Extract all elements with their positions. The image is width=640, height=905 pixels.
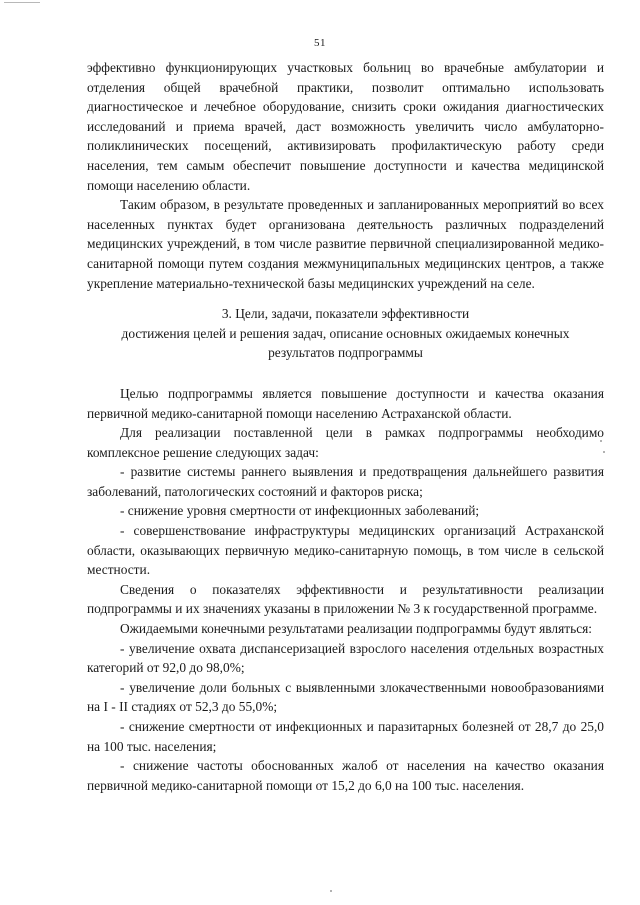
section-heading-line: достижения целей и решения задач, описание основных ожидаемых конечных bbox=[121, 325, 570, 341]
paragraph: эффективно функционирующих участковых больниц во врачебные амбулатории и отделения общей врачебной практики, позволит оптимально использовать диагностическое и лечебное оборудование, снизить сроки ожидания диагностических исследований и приема врачей, даст возможность увеличить число амбулаторно-поликлинических посещений, активизировать профилактическую работу среди населения, тем самым обеспечит повышение доступности и качества медицинской помощи населению области. bbox=[87, 60, 604, 193]
section-heading-line: 3. Цели, задачи, показатели эффективности bbox=[221, 306, 470, 322]
scan-speck bbox=[330, 890, 332, 892]
list-item: - увеличение доли больных с выявленными злокачественными новообразованиями на I - II стадиях от 52,3 до 55,0%; bbox=[87, 679, 604, 715]
list-item: - снижение уровня смертности от инфекционных заболеваний; bbox=[120, 503, 480, 519]
page-number: 51 bbox=[314, 37, 326, 49]
paragraph: Таким образом, в результате проведенных и запланированных мероприятий во всех населенных пунктах будет организована деятельность различных подразделений медицинских учреждений, в том числе развитие первичной специализированной медико-санитарной помощи путем создания межмуниципальных медицинских центров, а также укрепление материально-технической базы медицинских учреждений на селе. bbox=[87, 197, 604, 291]
paragraph: Ожидаемыми конечными результатами реализации подпрограммы будут являться: bbox=[120, 621, 593, 637]
list-item: - снижение смертности от инфекционных и паразитарных болезней от 28,7 до 25,0 на 100 тыс. населения; bbox=[87, 719, 604, 754]
list-item: - снижение частоты обоснованных жалоб от населения на качество оказания первичной медико-санитарной помощи от 15,2 до 6,0 на 100 тыс. населения. bbox=[87, 758, 604, 793]
list-item: - развитие системы раннего выявления и предотвращения дальнейшего развития заболеваний, патологических состояний и факторов риска; bbox=[87, 464, 604, 499]
list-item: - совершенствование инфраструктуры медицинских организаций Астраханской области, оказывающих первичную медико-санитарную помощь, в том числе в сельской местности. bbox=[87, 523, 604, 578]
scan-corner-mark bbox=[4, 2, 40, 3]
paragraph: Сведения о показателях эффективности и результативности реализации подпрограммы и их значениях указаны в приложении № 3 к государственной программе. bbox=[87, 581, 604, 617]
paragraph: Целью подпрограммы является повышение доступности и качества оказания первичной медико-санитарной помощи населению Астраханской области. bbox=[87, 385, 604, 421]
document-body bbox=[87, 58, 604, 795]
list-item: - увеличение охвата диспансеризацией взрослого населения отдельных возрастных категорий от 92,0 до 98,0%; bbox=[87, 640, 604, 676]
paragraph: Для реализации поставленной цели в рамках подпрограммы необходимо комплексное решение следующих задач: bbox=[87, 425, 604, 460]
section-heading-line: результатов подпрограммы bbox=[268, 345, 423, 361]
